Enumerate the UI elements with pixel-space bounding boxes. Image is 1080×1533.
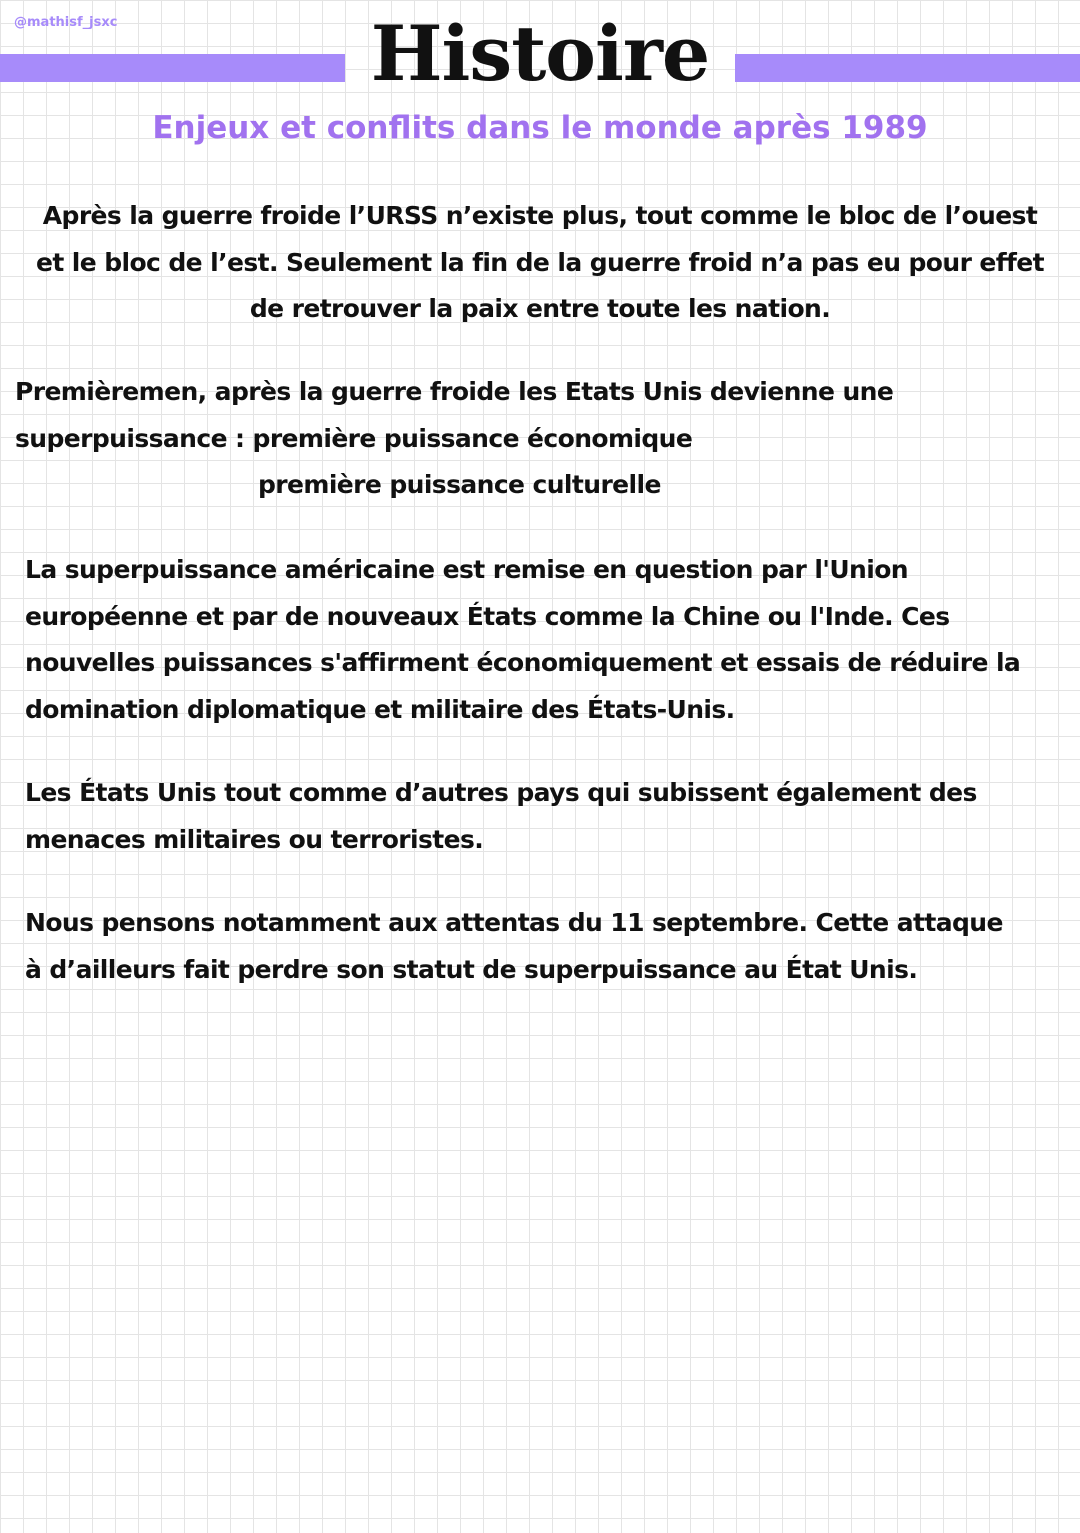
- paragraph-line: de retrouver la paix entre toute les nation.: [249, 294, 831, 323]
- paragraph-line: menaces militaires ou terroristes.: [25, 824, 484, 854]
- paragraph-line: La superpuissance américaine est remise en question par l'Union: [25, 555, 909, 584]
- paragraph-challenge: [25, 547, 1075, 733]
- paragraph-intro: [0, 193, 1080, 333]
- author-handle: @mathisf_jsxc: [14, 15, 118, 30]
- paragraph-line: à d’ailleurs fait perdre son statut de superpuissance au État Unis.: [25, 954, 918, 984]
- paragraph-line: et le bloc de l’est. Seulement la fin de la guerre froid n’a pas eu pour effet: [35, 247, 1045, 277]
- paragraph-line: Les États Unis tout comme d’autres pays qui subissent également des: [25, 778, 977, 807]
- header-band-right: [735, 54, 1080, 82]
- paragraph-line: nouvelles puissances s'affirment économiquement et essais de réduire la: [25, 648, 1021, 677]
- paragraph-line: Après la guerre froide l’URSS n’existe plus, tout comme le bloc de l’ouest: [42, 201, 1038, 230]
- page-subtitle: Enjeux et conflits dans le monde après 1989: [152, 110, 928, 146]
- paragraph-line: domination diplomatique et militaire des États-Unis.: [25, 694, 735, 724]
- paragraph-threats: [25, 770, 1075, 863]
- paragraph-line: Premièremen, après la guerre froide les Etats Unis devienne une: [15, 377, 894, 406]
- paragraph-line: Nous pensons notamment aux attentas du 11 septembre. Cette attaque: [25, 908, 1003, 937]
- paragraph-line: européenne et par de nouveaux États comme la Chine ou l'Inde. Ces: [25, 601, 950, 631]
- paragraph-line: première puissance culturelle: [258, 470, 661, 499]
- paragraph-september-11: [25, 900, 1075, 993]
- paragraph-superpower: [15, 369, 1065, 509]
- paragraph-line: superpuissance : première puissance économique: [15, 423, 693, 453]
- header-band-left: [0, 54, 345, 82]
- page-title: Histoire: [370, 9, 710, 98]
